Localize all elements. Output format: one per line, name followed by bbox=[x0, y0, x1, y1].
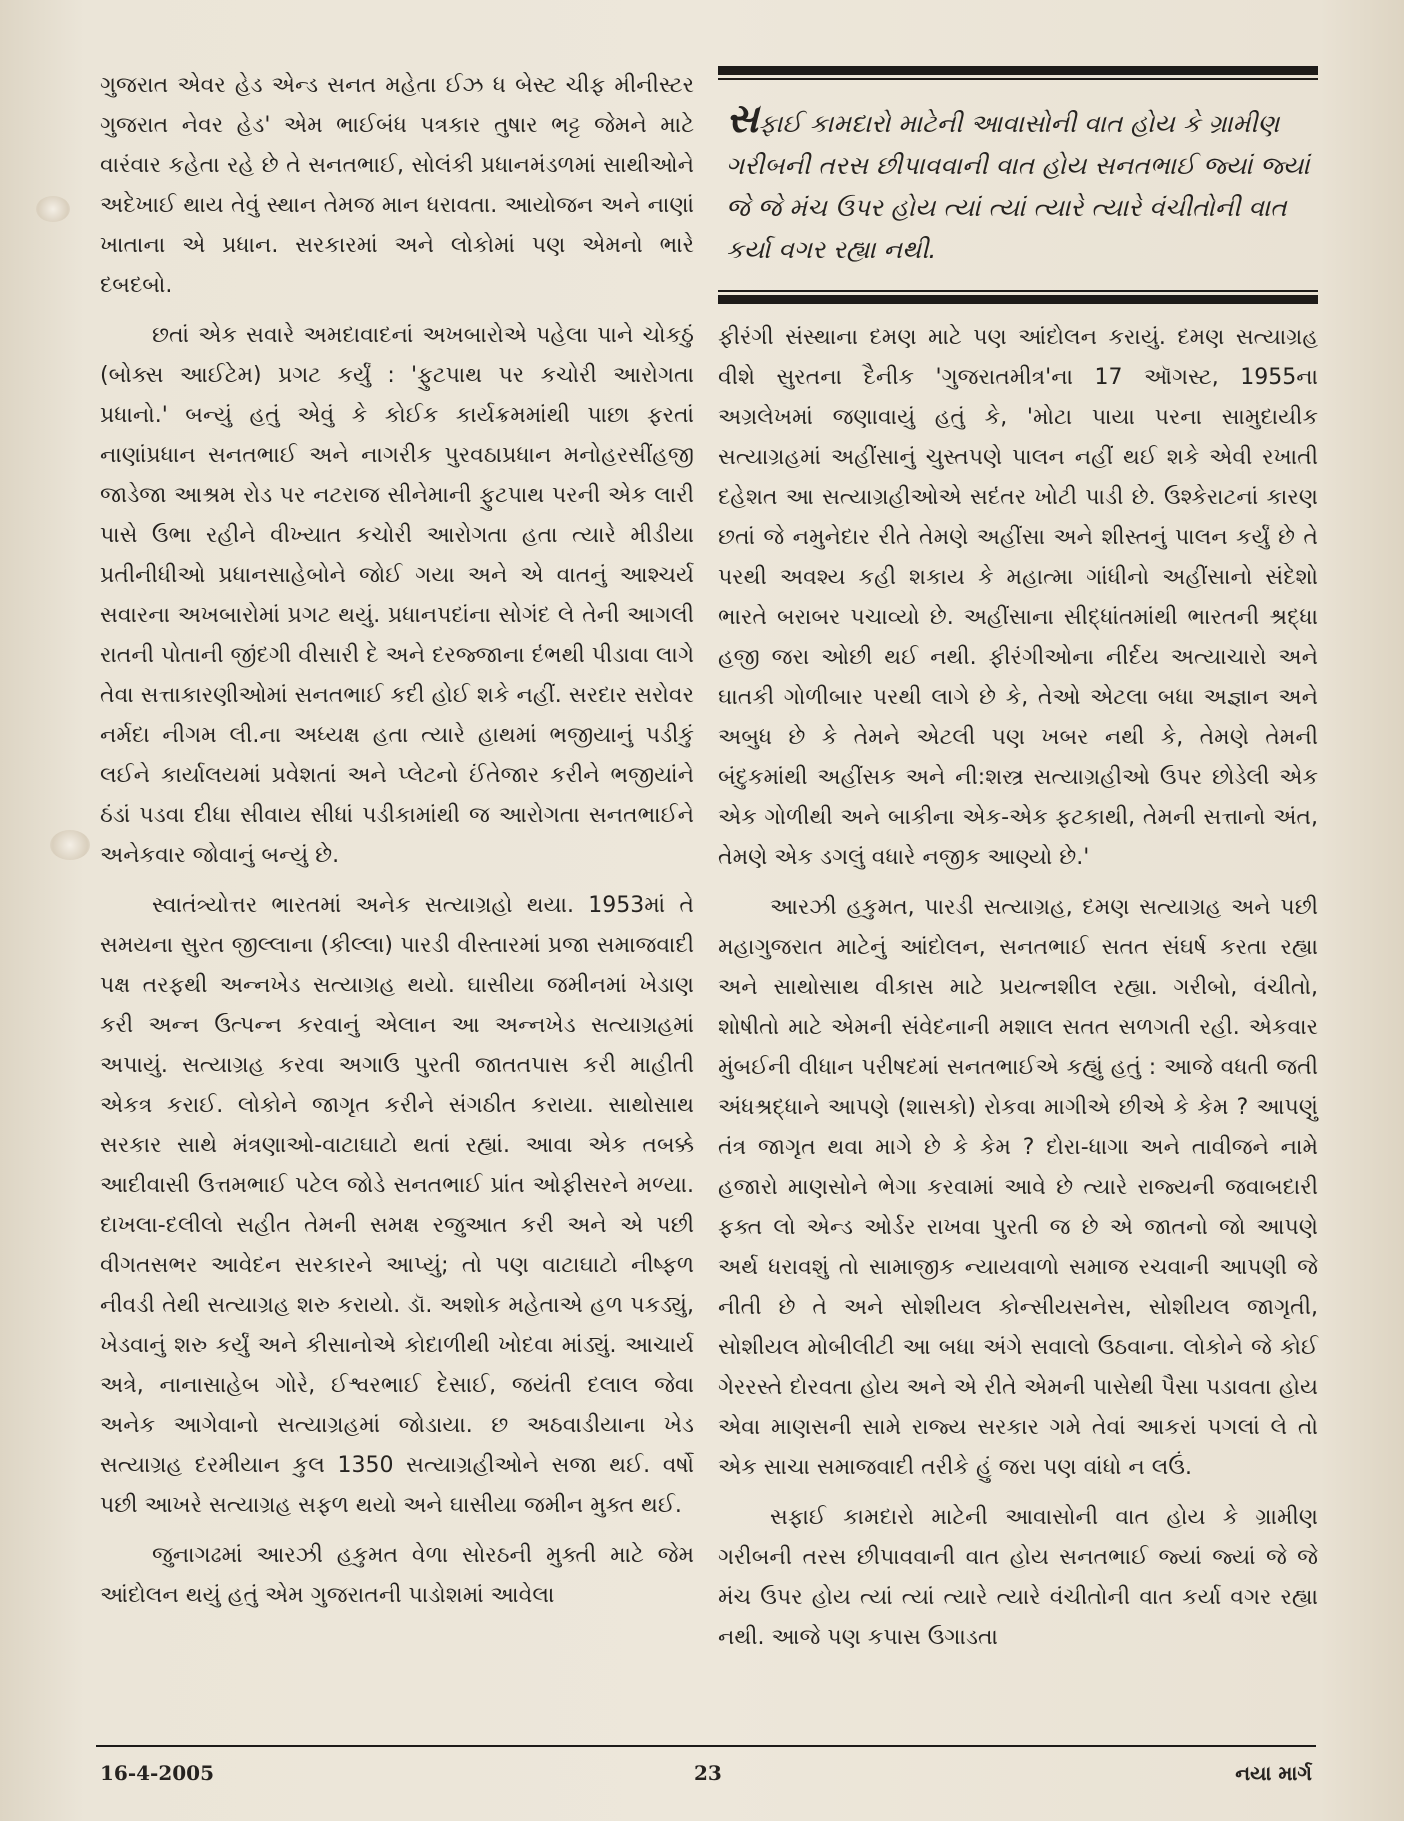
right-body bbox=[718, 318, 1318, 1658]
paragraph: સ્વાતંત્ર્યોત્તર ભારતમાં અનેક સત્યાગ્રહો થયા. 1953માં તે સમયના સુરત જીલ્લાના (કીલ્લા) પારડી વીસ્તારમાં પ્રજા સમાજવાદી પક્ષ તરફથી અન્નખેડ સત્યાગ્રહ થયો. ઘાસીયા જમીનમાં ખેડાણ કરી અન્ન ઉત્પન્ન કરવાનું એલાન આ અન્નખેડ સત્યાગ્રહમાં અપાયું. સત્યાગ્રહ કરવા અગાઉ પુરતી જાતતપાસ કરી માહીતી એકત્ર કરાઈ. લોકોને જાગૃત કરીને સંગઠીત કરાયા. સાથોસાથ સરકાર સાથે મંત્રણાઓ-વાટાઘાટો થતાં રહ્યાં. આવા એક તબક્કે આદીવાસી ઉત્તમભાઈ પટેલ જોડે સનતભાઈ પ્રાંત ઓફીસરને મળ્યા. દાખલા-દલીલો સહીત તેમની સમક્ષ રજુઆત કરી અને એ પછી વીગતસભર આવેદન સરકારને આપ્યું; તો પણ વાટાઘાટો નીષ્ફળ નીવડી તેથી સત્યાગ્રહ શરુ કરાયો. ડૉ. અશોક મહેતાએ હળ પકડ્યું, ખેડવાનું શરુ કર્યું અને કીસાનોએ કોદાળીથી ખોદવા માંડ્યું. આચાર્ય અત્રે, નાનાસાહેબ ગોરે, ઈશ્વરભાઈ દેસાઈ, જયંતી દલાલ જેવા અનેક આગેવાનો સત્યાગ્રહમાં જોડાયા. છ અઠવાડીયાના ખેડ સત્યાગ્રહ દરમીયાન કુલ 1350 સત્યાગ્રહીઓને સજા થઈ. વર્ષો પછી આખરે સત્યાગ્રહ સફળ થયો અને ઘાસીયા જમીન મુક્ત થઈ. bbox=[100, 893, 694, 1518]
paper-tear-mark bbox=[50, 830, 90, 860]
pull-quote bbox=[718, 80, 1318, 287]
page-footer bbox=[96, 1745, 1316, 1785]
paragraph: આરઝી હકુમત, પારડી સત્યાગ્રહ, દમણ સત્યાગ્રહ અને પછી મહાગુજરાત માટેનું આંદોલન, સનતભાઈ સતત સંઘર્ષ કરતા રહ્યા અને સાથોસાથ વીકાસ માટે પ્રયત્નશીલ રહ્યા. ગરીબો, વંચીતો, શોષીતો માટે એમની સંવેદનાની મશાલ સતત સળગતી રહી. એકવાર મુંબઈની વીધાન પરીષદમાં સનતભાઈએ કહ્યું હતું : આજે વધતી જતી અંધશ્રદ્ધાને આપણે (શાસકો) રોકવા માગીએ છીએ કે કેમ ? આપણું તંત્ર જાગૃત થવા માગે છે કે કેમ ? દોરા-ધાગા અને તાવીજને નામે હજારો માણસોને ભેગા કરવામાં આવે છે ત્યારે રાજ્યની જવાબદારી ફક્ત લો એન્ડ ઓર્ડર રાખવા પુરતી જ છે એ જાતનો જો આપણે અર્થ ધરાવશું તો સામાજીક ન્યાયવાળો સમાજ રચવાની આપણી જે નીતી છે તે અને સોશીયલ કોન્સીયસનેસ, સોશીયલ જાગૃતી, સોશીયલ મોબીલીટી આ બધા અંગે સવાલો ઉઠવાના. લોકોને જે કોઈ ગેરરસ્તે દોરવતા હોય અને એ રીતે એમની પાસેથી પૈસા પડાવતા હોય એવા માણસની સામે રાજ્ય સરકાર ગમે તેવાં આકરાં પગલાં લે તો એક સાચા સમાજવાદી તરીકે હું જરા પણ વાંધો ન લઉં. bbox=[718, 895, 1318, 1480]
magazine-name: નયા માર્ગ bbox=[1235, 1761, 1312, 1785]
paper-tear-mark bbox=[36, 196, 70, 222]
page-number: 23 bbox=[694, 1761, 722, 1785]
paragraph: છતાં એક સવારે અમદાવાદનાં અખબારોએ પહેલા પાને ચોકઠું (બોક્સ આઈટેમ) પ્રગટ કર્યું : 'ફુટપાથ પર કચોરી આરોગતા પ્રધાનો.' બન્યું હતું એવું કે કોઈક કાર્યક્રમમાંથી પાછા ફરતાં નાણાંપ્રધાન સનતભાઈ અને નાગરીક પુરવઠાપ્રધાન મનોહરસીંહજી જાડેજા આશ્રમ રોડ પર નટરાજ સીનેમાની ફુટપાથ પરની એક લારી પાસે ઉભા રહીને વીખ્યાત કચોરી આરોગતા હતા ત્યારે મીડીયા પ્રતીનીધીઓ પ્રધાનસાહેબોને જોઈ ગયા અને એ વાતનું આશ્ચર્ય સવારના અખબારોમાં પ્રગટ થયું. પ્રધાનપદાંના સોગંદ લે તેની આગલી રાતની પોતાની જીંદગી વીસારી દે અને દરજ્જાના દંભથી પીડાવા લાગે તેવા સત્તાકારણીઓમાં સનતભાઈ કદી હોઈ શકે નહીં. સરદાર સરોવર નર્મદા નીગમ લી.ના અધ્યક્ષ હતા ત્યારે હાથમાં ભજીયાનું પડીકું લઈને કાર્યાલયમાં પ્રવેશતાં અને પ્લેટનો ઈંતેજાર કરીને ભજીયાંને ઠંડાં પડવા દીધા સીવાય સીધાં પડીકામાંથી જ આરોગતા સનતભાઈને અનેકવાર જોવાનું બન્યું છે. bbox=[100, 323, 694, 868]
right-column bbox=[718, 66, 1318, 1658]
pull-quote-text: ફાઈ કામદારો માટેની આવાસોની વાત હોય કે ગ્રામીણ ગરીબની તરસ છીપાવવાની વાત હોય સનતભાઈ જ્યાં જ્યાં જે જે મંચ ઉપર હોય ત્યાં ત્યાં ત્યારે ત્યારે વંચીતોની વાત કર્યા વગર રહ્યા નથી. bbox=[726, 109, 1310, 264]
issue-date: 16-4-2005 bbox=[100, 1761, 215, 1785]
paragraph: જુનાગઢમાં આરઝી હકુમત વેળા સોરઠની મુક્તી માટે જેમ આંદોલન થયું હતું એમ ગુજરાતની પાડોશમાં આવેલા bbox=[100, 1543, 694, 1608]
rule-bottom-thin bbox=[718, 290, 1318, 292]
rule-bottom-thick bbox=[718, 295, 1318, 304]
paragraph: ગુજરાત એવર હેડ એન્ડ સનત મહેતા ઈઝ ધ બેસ્ટ ચીફ મીનીસ્ટર ગુજરાત નેવર હેડ' એમ ભાઈબંધ પત્રકાર તુષાર ભટ્ટ જેમને માટે વારંવાર કહેતા રહે છે તે સનતભાઈ, સોલંકી પ્રધાનમંડળમાં સાથીઓને અદેખાઈ થાય તેવું સ્થાન તેમજ માન ધરાવતા. આયોજન અને નાણાં ખાતાના એ પ્રધાન. સરકારમાં અને લોકોમાં પણ એમનો ભારે દબદબો. bbox=[100, 73, 694, 298]
drop-cap: સ bbox=[726, 96, 759, 142]
pull-quote-box bbox=[718, 66, 1318, 304]
paragraph: સફાઈ કામદારો માટેની આવાસોની વાત હોય કે ગ્રામીણ ગરીબની તરસ છીપાવવાની વાત હોય સનતભાઈ જ્યાં જ્યાં જે જે મંચ ઉપર હોય ત્યાં ત્યાં ત્યારે ત્યારે વંચીતોની વાત કર્યા વગર રહ્યા નથી. આજે પણ કપાસ ઉગાડતા bbox=[718, 1505, 1318, 1650]
left-column bbox=[100, 66, 694, 1616]
rule-top-thick bbox=[718, 66, 1318, 75]
paragraph: ફીરંગી સંસ્થાના દમણ માટે પણ આંદોલન કરાયું. દમણ સત્યાગ્રહ વીશે સુરતના દૈનીક 'ગુજરાતમીત્ર'ના 17 ઑગસ્ટ, 1955ના અગ્રલેખમાં જણાવાયું હતું કે, 'મોટા પાયા પરના સામુદાયીક સત્યાગ્રહમાં અહીંસાનું ચુસ્તપણે પાલન નહીં થઈ શકે એવી રખાતી દહેશત આ સત્યાગ્રહીઓએ સદંતર ખોટી પાડી છે. ઉશ્કેરાટનાં કારણ છતાં જે નમુનેદાર રીતે તેમણે અહીંસા અને શીસ્તનું પાલન કર્યું છે તે પરથી અવશ્ય કહી શકાય કે મહાત્મા ગાંધીનો અહીંસાનો સંદેશો ભારતે બરાબર પચાવ્યો છે. અહીંસાના સીદ્ધાંતમાંથી ભારતની શ્રદ્ધા હજી જરા ઓછી થઈ નથી. ફીરંગીઓના નીર્દય અત્યાચારો અને ઘાતકી ગોળીબાર પરથી લાગે છે કે, તેઓ એટલા બધા અજ્ઞાન અને અબુધ છે કે તેમને એટલી પણ ખબર નથી કે, તેમણે તેમની બંદુકમાંથી અહીંસક અને ની:શસ્ત્ર સત્યાગ્રહીઓ ઉપર છોડેલી એક એક ગોળીથી અને બાકીના એક-એક ફટકાથી, તેમની સત્તાનો અંત, તેમણે એક ડગલું વધારે નજીક આણ્યો છે.' bbox=[718, 325, 1319, 870]
